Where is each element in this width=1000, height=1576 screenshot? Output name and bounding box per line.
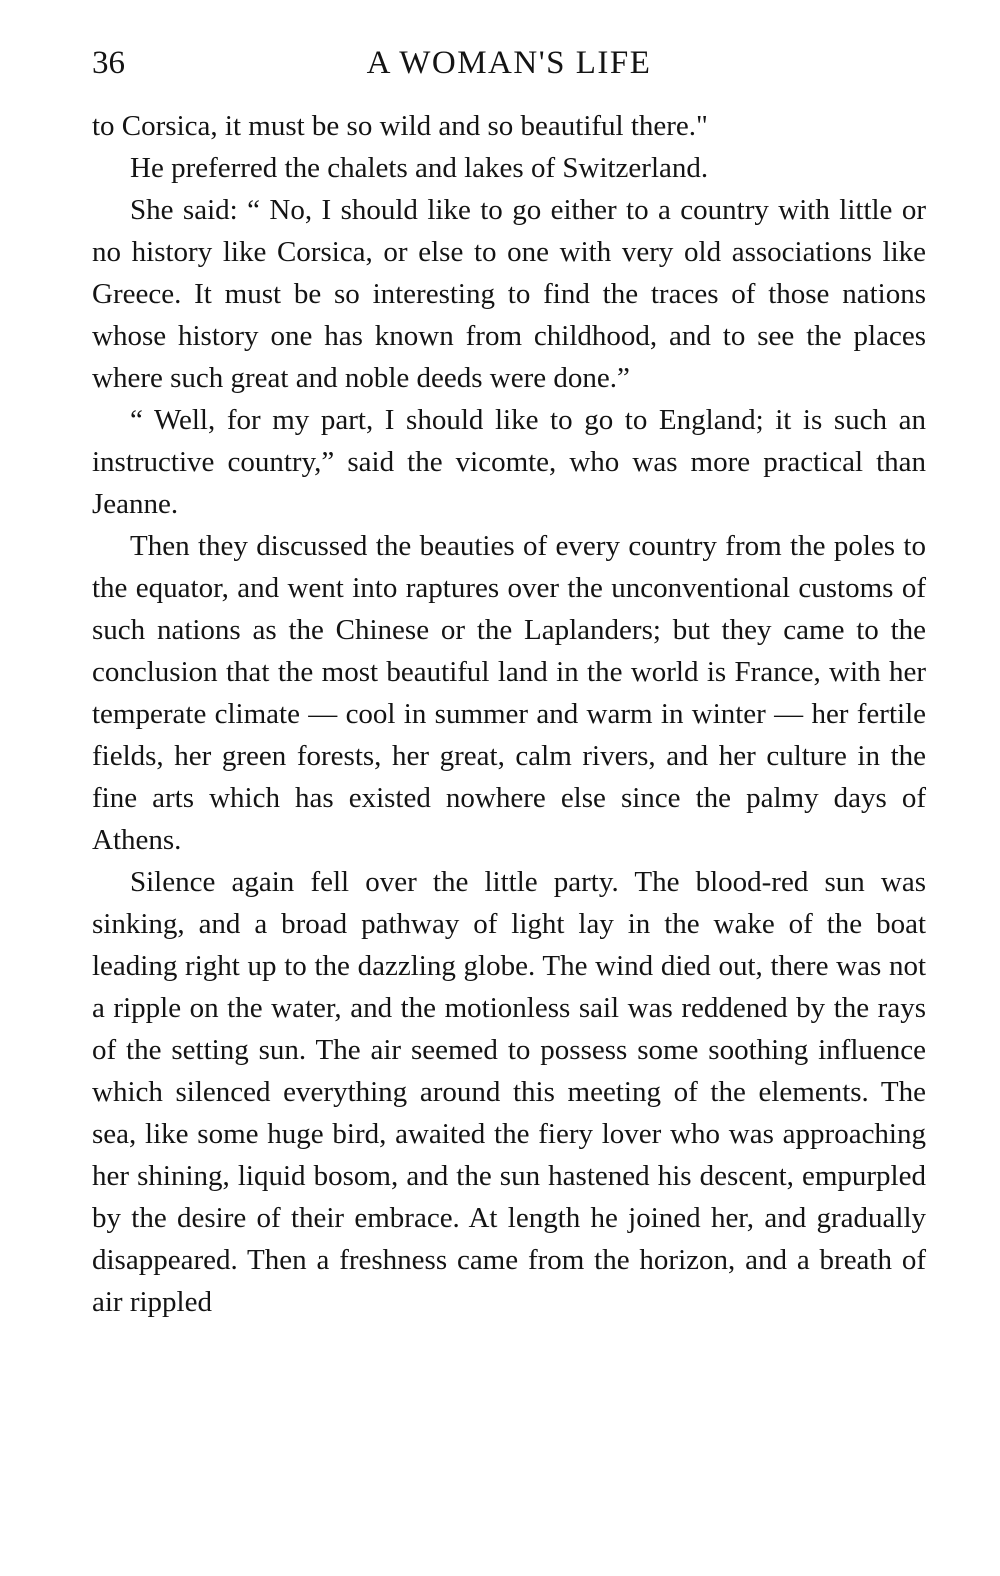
running-title: A WOMAN'S LIFE (366, 45, 652, 81)
paragraph: He preferred the chalets and lakes of Switzerland. (130, 152, 709, 184)
body-text (92, 105, 926, 1323)
book-page (92, 40, 926, 1323)
paragraph: “ Well, for my part, I should like to go to England; it is such an instructive country,” said the vicomte, who was more practical than Jeanne. (92, 404, 926, 520)
page-header (92, 40, 926, 86)
paragraph: Silence again fell over the little party. The blood-red sun was sinking, and a broad pathway of light lay in the wake of the boat leading right up to the dazzling globe. The wind died out, there was not a ripple on the water, and the motionless sail was reddened by the rays of the setting sun. The air seemed to possess some soothing influence which silenced everything around this meeting of the elements. The sea, like some huge bird, awaited the fiery lover who was approaching her shining, liquid bosom, and the sun hastened his descent, empurpled by the desire of their embrace. At length he joined her, and gradually disappeared. Then a freshness came from the horizon, and a breath of air rippled (92, 866, 926, 1318)
paragraph-continuation: to Corsica, it must be so wild and so beautiful there." (92, 110, 708, 142)
paragraph: Then they discussed the beauties of every country from the poles to the equator, and went into raptures over the unconventional customs of such nations as the Chinese or the Laplanders; but they came to the conclusion that the most beautiful land in the world is France, with her temperate climate — cool in summer and warm in winter — her fertile fields, her green forests, her great, calm rivers, and her culture in the fine arts which has existed nowhere else since the palmy days of Athens. (92, 530, 926, 856)
page-number: 36 (92, 45, 125, 81)
paragraph: She said: “ No, I should like to go either to a country with little or no history like Corsica, or else to one with very old associations like Greece. It must be so interesting to find the traces of those nations whose history one has known from childhood, and to see the places where such great and noble deeds were done.” (92, 194, 926, 394)
